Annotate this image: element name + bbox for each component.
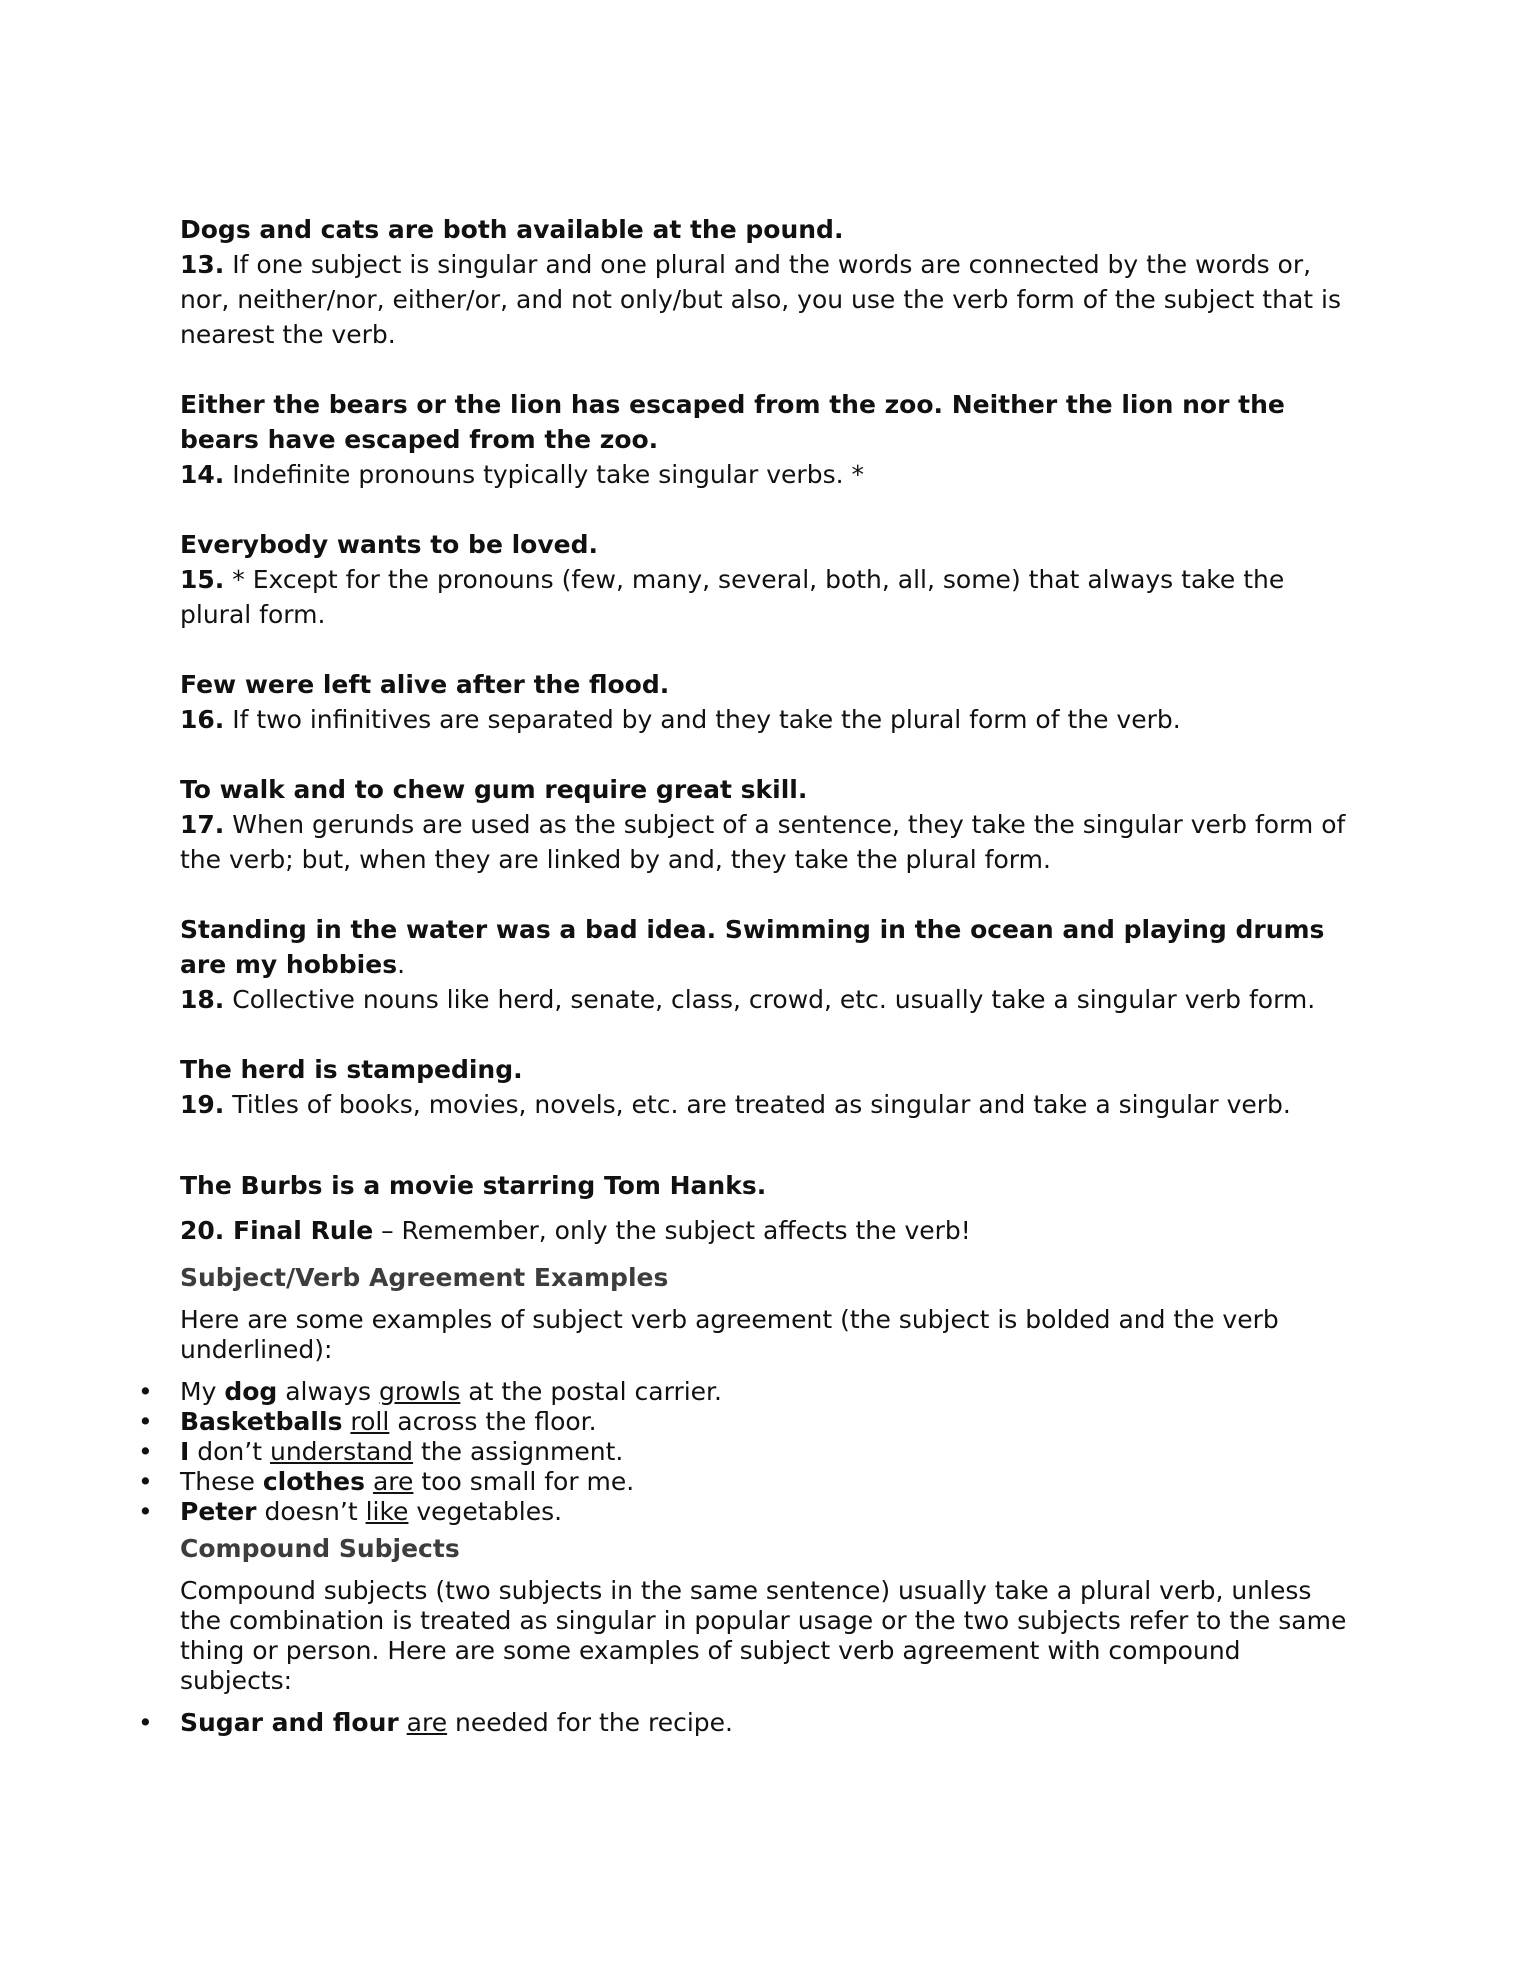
list-item: • Peter doesn’t like vegetables. [138,1497,563,1526]
bullet-icon: • [138,1708,153,1737]
examples-heading: Subject/Verb Agreement Examples [180,1263,669,1292]
examples-list [138,1377,1350,1527]
subject-text: Peter [180,1497,257,1526]
rule-19 [180,1087,1350,1122]
compound-heading: Compound Subjects [180,1534,460,1563]
rule-15 [180,562,1350,632]
bullet-icon: • [138,1437,153,1466]
examples-intro: Here are some examples of subject verb agreement (the subject is bolded and the verb underlined): [180,1305,1279,1364]
verb-text: like [365,1497,409,1526]
bullet-icon: • [138,1467,153,1496]
rule-17-example [180,912,1350,982]
verb-text: roll [350,1407,390,1436]
rule-20-text: – Remember, only the subject affects the verb! [373,1216,971,1245]
rule-17-example-text: Standing in the water was a bad idea. Swimming in the ocean and playing drums are my hobbies [180,915,1325,979]
bullet-icon: • [138,1377,153,1406]
rule-13-text: If one subject is singular and one plural and the words are connected by the words or, nor, neither/nor, either/or, and not only/but also, you use the verb form of the subject that is nearest the verb. [180,250,1341,349]
rule-14-example: Everybody wants to be loved. [180,530,598,559]
rule-13-example: Either the bears or the lion has escaped from the zoo. Neither the lion nor the bears have escaped from the zoo. [180,390,1285,454]
rule-19-number: 19. [180,1090,225,1119]
rule-12-example: Dogs and cats are both available at the pound. [180,215,844,244]
rule-16-example: To walk and to chew gum require great skill. [180,775,808,804]
subject-text: Sugar and flour [180,1708,399,1737]
rule-18-example: The herd is stampeding. [180,1055,523,1084]
subject-text: Basketballs [180,1407,343,1436]
rule-17-example-period: . [397,950,406,979]
rule-14-text: Indefinite pronouns typically take singular verbs. * [224,460,864,489]
rule-19-text: Titles of books, movies, novels, etc. are treated as singular and take a singular verb. [224,1090,1291,1119]
rule-15-example: Few were left alive after the flood. [180,670,670,699]
subject-text: clothes [262,1467,366,1496]
rule-16 [180,702,1350,737]
list-item: • I don’t understand the assignment. [138,1437,624,1466]
rule-15-number: 15. [180,565,225,594]
rule-18 [180,982,1350,1017]
list-item: • These clothes are too small for me. [138,1467,635,1496]
rule-18-text: Collective nouns like herd, senate, class, crowd, etc. usually take a singular verb form. [224,985,1316,1014]
rule-16-text: If two infinitives are separated by and they take the plural form of the verb. [224,705,1181,734]
rule-16-number: 16. [180,705,225,734]
rule-20-label: 20. Final Rule [180,1216,374,1245]
subject-text: dog [224,1377,278,1406]
rule-18-number: 18. [180,985,225,1014]
bullet-icon: • [138,1497,153,1526]
list-item: • Basketballs roll across the floor. [138,1407,597,1436]
rule-13-number: 13. [180,250,225,279]
rule-13 [180,247,1350,352]
verb-text: understand [269,1437,414,1466]
list-item: • Sugar and flour are needed for the recipe. [138,1708,734,1737]
verb-text: are [372,1467,414,1496]
rule-19-example: The Burbs is a movie starring Tom Hanks. [180,1171,767,1200]
verb-text: growls [379,1377,461,1406]
list-item: • My dog always growls at the postal carrier. [138,1377,722,1406]
rule-14 [180,457,1350,492]
subject-text: I [180,1437,190,1466]
rule-17-text: When gerunds are used as the subject of a sentence, they take the singular verb form of the verb; but, when they are linked by and, they take the plural form. [180,810,1346,874]
compound-list [138,1708,1350,1738]
verb-text: are [406,1708,448,1737]
rule-17-number: 17. [180,810,225,839]
bullet-icon: • [138,1407,153,1436]
rule-14-number: 14. [180,460,225,489]
rule-20 [180,1213,1350,1248]
rule-17 [180,807,1350,877]
compound-intro: Compound subjects (two subjects in the same sentence) usually take a plural verb, unless the combination is treated as singular in popular usage or the two subjects refer to the same thing or person. Here are some examples of subject verb agreement with compound subjects: [180,1576,1347,1695]
rule-15-text: * Except for the pronouns (few, many, several, both, all, some) that always take the plural form. [180,565,1285,629]
